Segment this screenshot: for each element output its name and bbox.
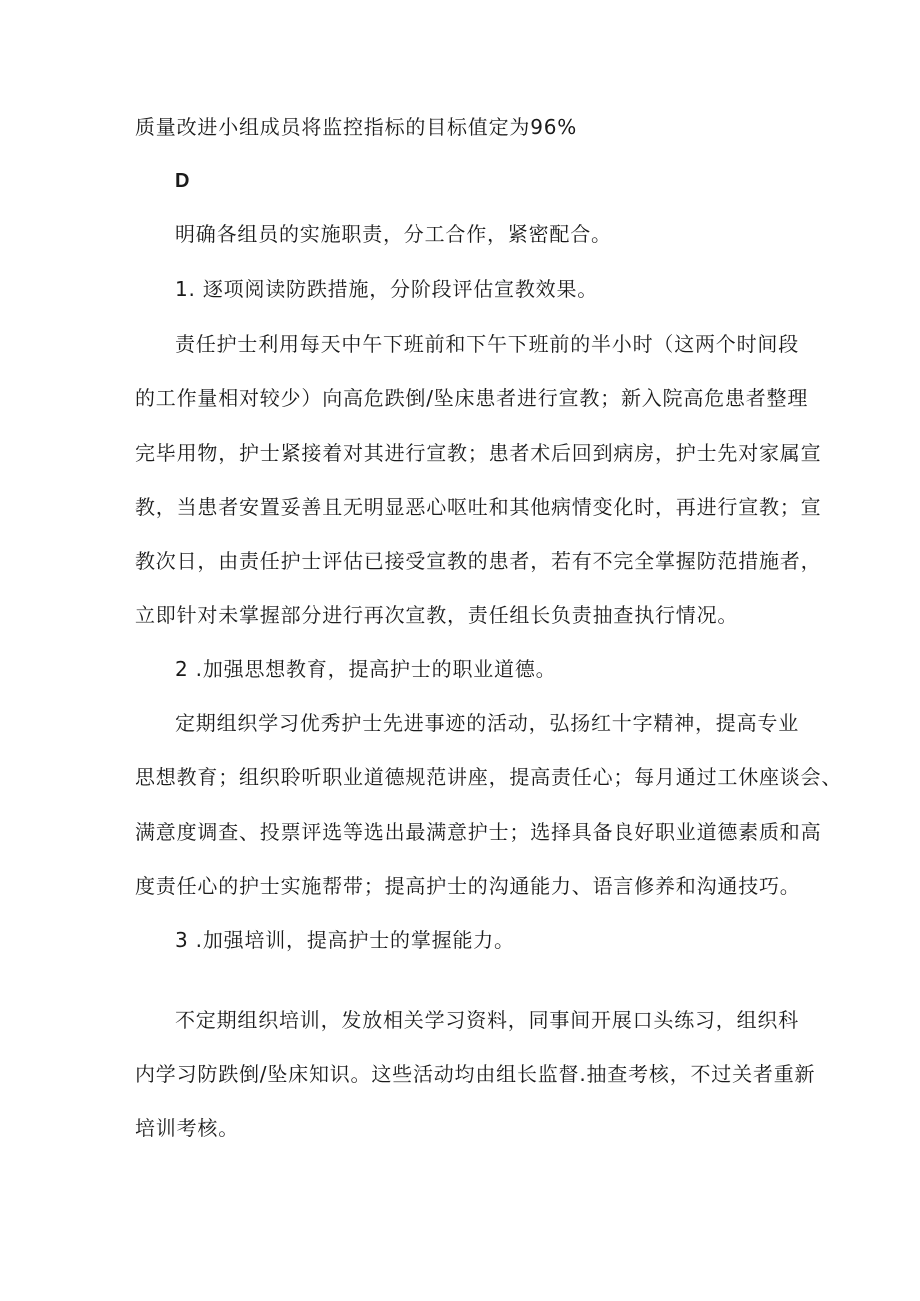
item1-line: 教次日，由责任护士评估已接受宣教的患者，若有不完全掌握防范措施者， [135, 549, 822, 573]
section-label: D [175, 170, 191, 192]
item1-heading: 1. 逐项阅读防跌措施，分阶段评估宣教效果。 [175, 277, 599, 301]
item2-line: 定期组织学习优秀护士先进事迹的活动，弘扬红十字精神，提高专业 [175, 711, 799, 735]
item1-line: 教，当患者安置妥善且无明显恶心呕吐和其他病情变化时，再进行宣教；宣 [135, 495, 822, 519]
item1-line: 责任护士利用每天中午下班前和下午下班前的半小时（这两个时间段 [175, 332, 799, 356]
item2-heading: 2 .加强思想教育，提高护士的职业道德。 [175, 657, 557, 681]
item3-line: 内学习防跌倒/坠床知识。这些活动均由组长监督.抽查考核，不过关者重新 [135, 1062, 816, 1086]
item2-line: 满意度调查、投票评选等选出最满意护士；选择具备良好职业道德素质和高 [135, 820, 822, 844]
item3-heading: 3 .加强培训，提高护士的掌握能力。 [175, 928, 515, 952]
item1-line: 立即针对未掌握部分进行再次宣教，责任组长负责抽查执行情况。 [135, 603, 739, 627]
item1-line: 的工作量相对较少）向高危跌倒/坠床患者进行宣教；新入院高危患者整理 [135, 386, 809, 410]
item2-line: 度责任心的护士实施帮带；提高护士的沟通能力、语言修养和沟通技巧。 [135, 874, 801, 898]
item2-line: 思想教育；组织聆听职业道德规范讲座，提高责任心；每月通过工休座谈会、 [135, 765, 843, 789]
item3-line: 培训考核。 [135, 1116, 239, 1140]
item3-line: 不定期组织培训，发放相关学习资料，同事间开展口头练习，组织科 [175, 1008, 799, 1032]
item1-line: 完毕用物，护士紧接着对其进行宣教；患者术后回到病房，护士先对家属宣 [135, 441, 822, 465]
intro-text: 质量改进小组成员将监控指标的目标值定为96% [135, 115, 578, 139]
lead-paragraph: 明确各组员的实施职责，分工合作，紧密配合。 [175, 222, 612, 246]
